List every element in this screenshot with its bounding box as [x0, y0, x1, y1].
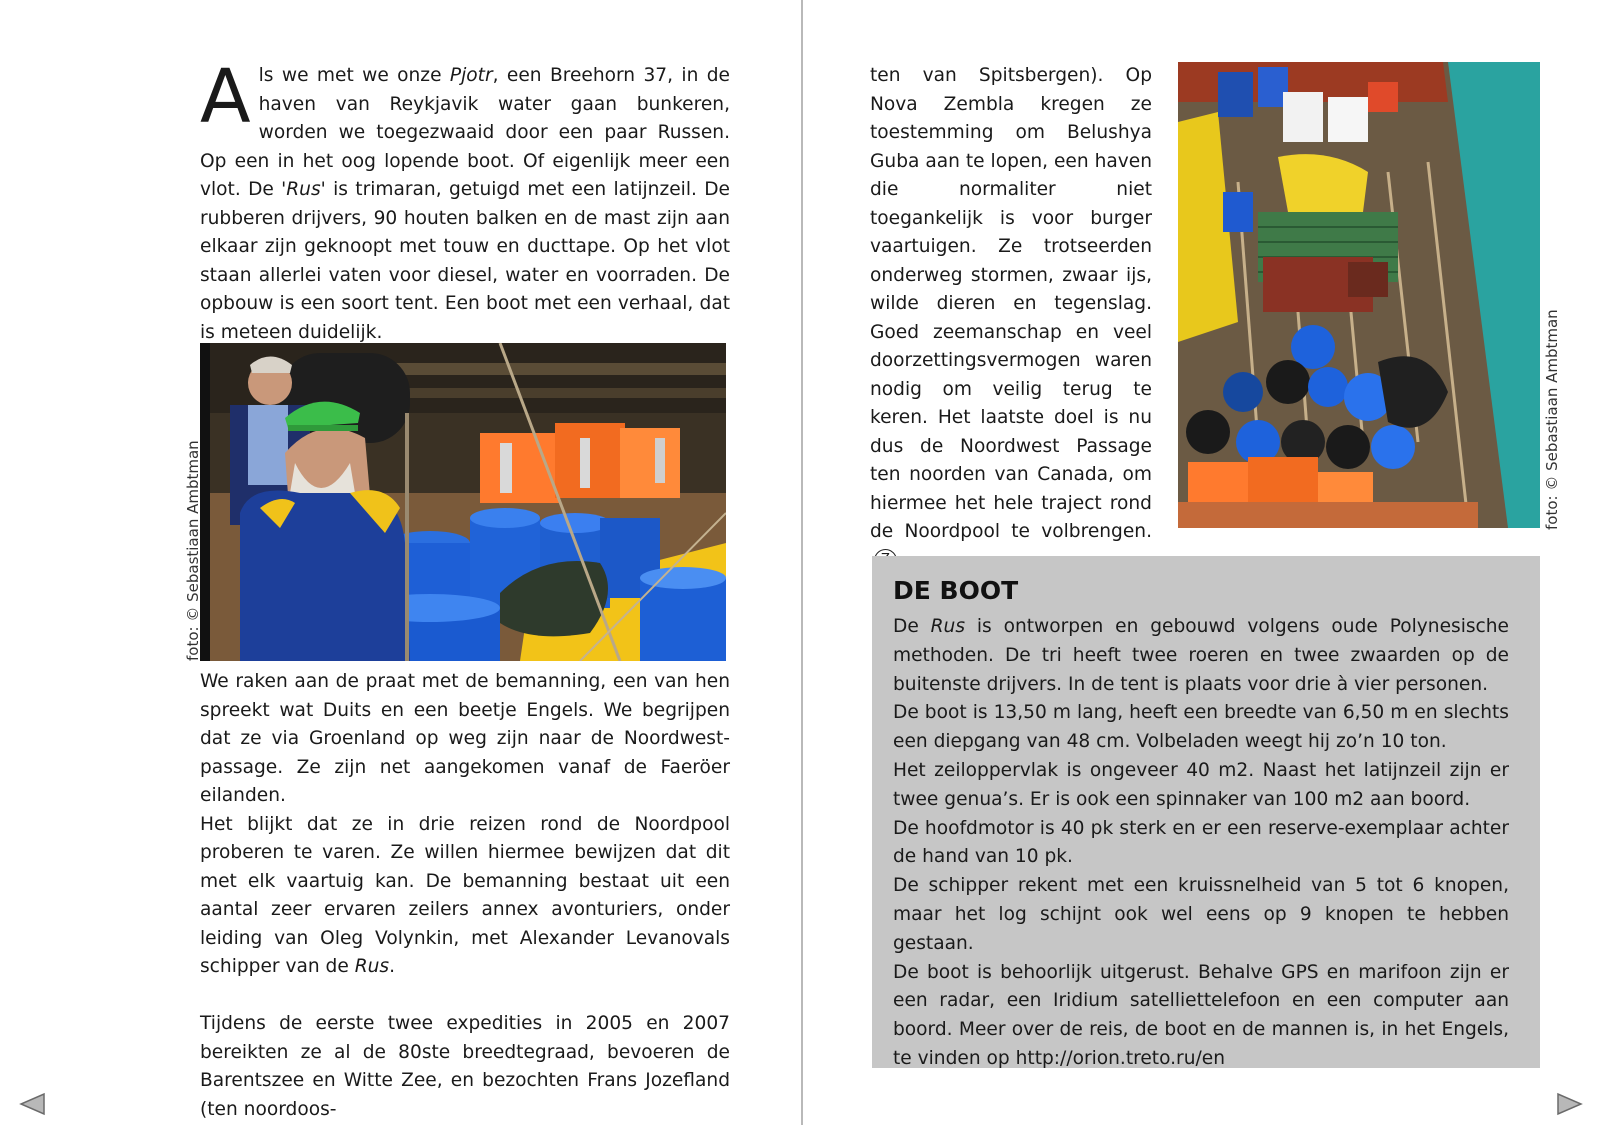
- left-column-continued: [200, 668, 730, 1124]
- text-run: ' is trimaran, getuigd met een latijnzeil. De rubberen drijvers, 90 houten balken en de mast zijn aan elkaar zijn geknoopt met touw en ducttape. Op het vlot staan allerlei vaten voor diesel, water en voorraden. De opbouw is een soort tent. Een boot met een verhaal, dat is meteen duidelijk.: [200, 179, 730, 343]
- box-title: DE BOOT: [893, 576, 1019, 605]
- text-run: De schipper rekent met een kruissnelheid van 5 tot 6 knopen, maar het log schijnt ook wel eens op 9 knopen te hebben gestaan.: [893, 875, 1509, 954]
- text-run: De hoofdmotor is 40 pk sterk en er een reserve-exemplaar achter de hand van 10 pk.: [893, 817, 1509, 868]
- box-paragraph-equipment: [893, 959, 1509, 1074]
- italic-run: Rus: [286, 179, 321, 200]
- crew-photo-illustration: [200, 343, 726, 661]
- deck-photo-illustration: [1178, 62, 1540, 528]
- text-run: ls we met we onze: [258, 65, 450, 86]
- sidebar-box-de-boot: [872, 556, 1540, 1068]
- paragraph-meeting: [200, 668, 730, 811]
- box-body: [893, 613, 1509, 1074]
- next-page-button[interactable]: [1556, 1092, 1584, 1120]
- paragraph-voyage: [200, 811, 730, 982]
- photo-raft-deck: [1178, 62, 1540, 528]
- text-run: De boot is behoorlijk uitgerust. Behalve GPS en marifoon zijn er een radar, een Iridium satelliettelefoon en een computer aan boord. Meer over de reis, de boot en de mannen is, in het Engels, te vinden op http://orion.treto.ru/en: [893, 961, 1509, 1069]
- italic-run: Pjotr: [449, 65, 493, 86]
- photo-credit-left: foto: © Sebastiaan Ambtman: [184, 440, 202, 661]
- paragraph-expeditions: [200, 1010, 730, 1124]
- text-run: .: [389, 956, 396, 977]
- box-paragraph-design: [893, 613, 1509, 699]
- box-paragraph-engine: [893, 815, 1509, 873]
- triangle-left-icon: [18, 1092, 46, 1116]
- box-paragraph-dimensions: [893, 699, 1509, 757]
- paragraph-intro: [200, 54, 730, 347]
- left-column-intro: [200, 54, 730, 347]
- text-run: Het blijkt dat ze in drie reizen rond de Noordpool proberen te varen. Ze willen hiermee bewijzen dat dit met elk vaartuig kan. De bemanning bestaat uit een aantal zeer ervaren zeilers annex avonturiers, onder leiding van Oleg Volynkin, met Alexander Levanovals schipper van de: [200, 813, 730, 977]
- text-run: Het zeiloppervlak is ongeveer 40 m2. Naast het latijnzeil zijn er twee genua’s. Er is ook een spinnaker van 100 m2 aan boord.: [893, 759, 1509, 810]
- triangle-right-icon: [1556, 1092, 1584, 1116]
- text-run: Tijdens de eerste twee expedities in 2005 en 2007 bereikten ze al de 80ste breedtegraad, bevoeren de Barentszee en Witte Zee, en bezochten Frans Jozefland (ten noordoos-: [200, 1013, 730, 1120]
- page-spread-divider: [801, 0, 803, 1125]
- right-column-text: [870, 62, 1152, 575]
- box-paragraph-speed: [893, 872, 1509, 958]
- paragraph-nova-zembla: [870, 62, 1152, 575]
- italic-run: Rus: [354, 956, 390, 977]
- drop-cap: A: [200, 54, 251, 140]
- photo-credit-right: foto: © Sebastiaan Ambtman: [1543, 309, 1561, 530]
- text-run: We raken aan de praat met de bemanning, een van hen spreekt wat Duits en een beetje Engels. We begrijpen dat ze via Groenland op weg zijn naar de Noordwest-passage. Ze zijn net aangekomen vanaf de Faeröer eilanden.: [200, 671, 730, 806]
- italic-run: Rus: [930, 616, 966, 637]
- text-run: ten van Spitsbergen). Op Nova Zembla kregen ze toestemming om Belushya Guba aan te lopen, een haven die normaliter niet toegankelijk is voor burger vaartuigen. Ze trotseerden onderweg stormen, zwaar ijs, wilde dieren en tegenslag. Goed zeemanschap en veel doorzettingsvermogen waren nodig om veilig terug te keren. Het laatste doel is nu dus de Noordwest Passage ten noorden van Canada, om hiermee het hele traject rond de Noordpool te volbrengen.: [870, 65, 1152, 542]
- previous-page-button[interactable]: [18, 1092, 46, 1120]
- text-run: De: [893, 616, 931, 637]
- text-run: De boot is 13,50 m lang, heeft een breedte van 6,50 m en slechts een diepgang van 48 cm. Volbeladen weegt hij zo’n 10 ton.: [893, 702, 1509, 753]
- photo-crew-with-barrels: [200, 343, 726, 661]
- box-paragraph-sails: [893, 757, 1509, 815]
- text-run: , een Breehorn 37, in de haven van Reykjavik water gaan bunkeren, worden we toegezwaaid door een paar Russen. Op een in het oog lopende boot. Of eigenlijk meer een vlot. De ': [200, 65, 730, 200]
- text-run: is ontworpen en gebouwd volgens oude Polynesische methoden. De tri heeft twee roeren en twee zwaarden op de buitenste drijvers. In de tent is plaats voor drie à vier personen.: [893, 616, 1510, 695]
